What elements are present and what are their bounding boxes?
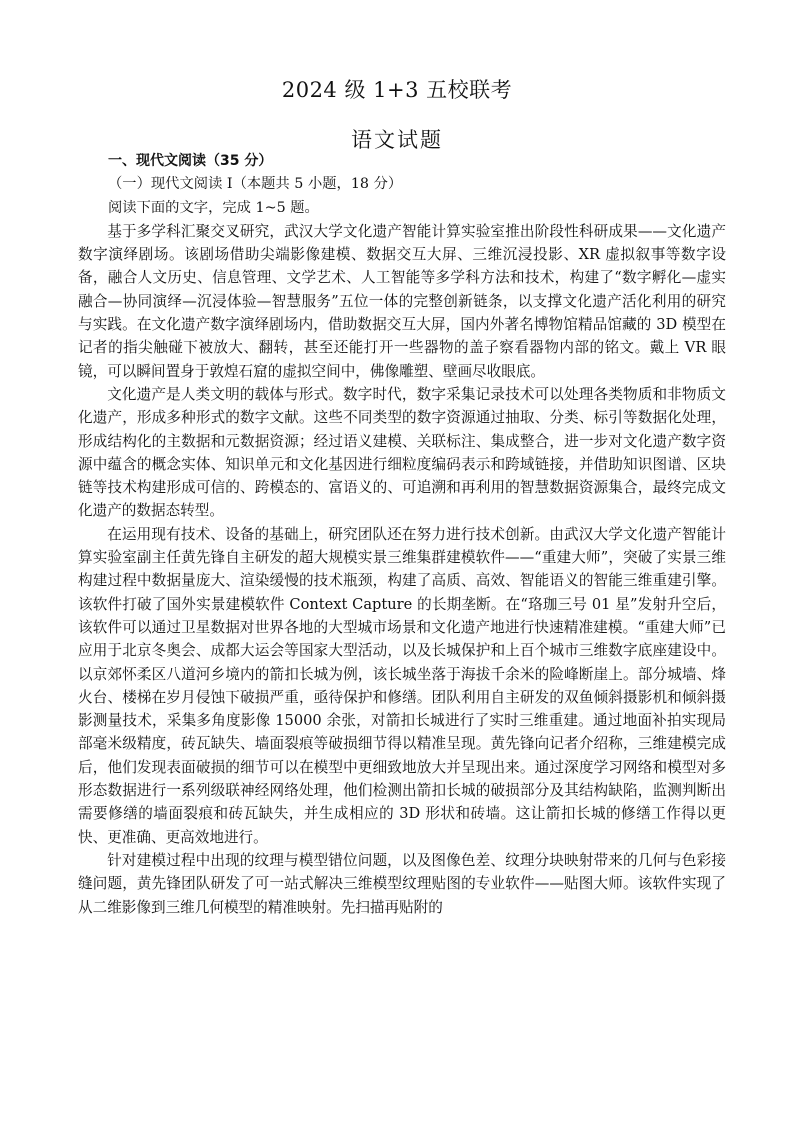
exam-title: 2024 级 1+3 五校联考 bbox=[281, 78, 513, 102]
paragraph-2: 文化遗产是人类文明的载体与形式。数字时代，数字采集记录技术可以处理各类物质和非物质文化遗产，形成多种形式的数字文献。这些不同类型的数字资源通过抽取、分类、标引等数据化处理，形成结构化的主数据和元数据资源；经过语义建模、关联标注、集成整合，进一步对文化遗产数字资源中蕴含的概念实体、知识单元和文化基因进行细粒度编码表示和跨域链接，并借助知识图谱、区块链等技术构建形成可信的、跨模态的、富语义的、可追溯和再利用的智慧数据资源集合，最终完成文化遗产的数据态转型。 bbox=[78, 385, 726, 520]
paragraph-4: 针对建模过程中出现的纹理与模型错位问题，以及图像色差、纹理分块映射带来的几何与色彩接缝问题，黄先锋团队研发了可一站式解决三维模型纹理贴图的专业软件——贴图大师。该软件实现了从二维影像到三维几何模型的精准映射。先扫描再贴附的 bbox=[78, 851, 726, 916]
document-body bbox=[78, 150, 726, 919]
section-heading: 一、现代文阅读（35 分） bbox=[108, 153, 273, 169]
sub-heading: （一）现代文阅读 I（本题共 5 小题，18 分） bbox=[108, 176, 403, 193]
paragraph-3: 在运用现有技术、设备的基础上，研究团队还在努力进行技术创新。由武汉大学文化遗产智能计算实验室副主任黄先锋自主研发的超大规模实景三维集群建模软件——“重建大师”，突破了实景三维构建过程中数据量庞大、渲染缓慢的技术瓶颈，构建了高质、高效、智能语义的智能三维重建引擎。该软件打破了国外实景建模软件 Context Capture 的长期垄断。在“珞珈三号 01 星”发射升空后，该软件可以通过卫星数据对世界各地的大型城市场景和文化遗产地进行快速精准建模。“重建大师”已应用于北京冬奥会、成都大运会等国家大型活动，以及长城保护和上百个城市三维数字底座建设中。以京郊怀柔区八道河乡境内的箭扣长城为例，该长城坐落于海拔千余米的险峰断崖上。部分城墙、烽火台、楼梯在岁月侵蚀下破损严重，亟待保护和修缮。团队利用自主研发的双鱼倾斜摄影机和倾斜摄影测量技术，采集多角度影像 15000 余张，对箭扣长城进行了实时三维重建。通过地面补拍实现局部毫米级精度，砖瓦缺失、墙面裂痕等破损细节得以精准呈现。黄先锋向记者介绍称，三维建模完成后，他们发现表面破损的细节可以在模型中更细致地放大并呈现出来。通过深度学习网络和模型对多形态数据进行一系列级联神经网络处理，他们检测出箭扣长城的破损部分及其结构缺陷，监测判断出需要修缮的墙面裂痕和砖瓦缺失，并生成相应的 3D 形状和砖墙。这让箭扣长城的修缮工作得以更快、更准确、更高效地进行。 bbox=[78, 525, 726, 846]
reading-instruction: 阅读下面的文字，完成 1~5 题。 bbox=[108, 199, 319, 216]
paragraph-1: 基于多学科汇聚交叉研究，武汉大学文化遗产智能计算实验室推出阶段性科研成果——文化遗产数字演绎剧场。该剧场借助尖端影像建模、数据交互大屏、三维沉浸投影、XR 虚拟叙事等数字设备，融合人文历史、信息管理、文学艺术、人工智能等多学科方法和技术，构建了“数字孵化—虚实融合—协同演绎—沉浸体验—智慧服务”五位一体的完整创新链条，以支撑文化遗产活化利用的研究与实践。在文化遗产数字演绎剧场内，借助数据交互大屏，国内外著名博物馆精品馆藏的 3D 模型在记者的指尖触碰下被放大、翻转，甚至还能打开一些器物的盖子察看器物内部的铭文。戴上 VR 眼镜，可以瞬间置身于敦煌石窟的虚拟空间中，佛像雕塑、壁画尽收眼底。 bbox=[78, 222, 726, 380]
exam-subtitle: 语文试题 bbox=[351, 128, 443, 152]
